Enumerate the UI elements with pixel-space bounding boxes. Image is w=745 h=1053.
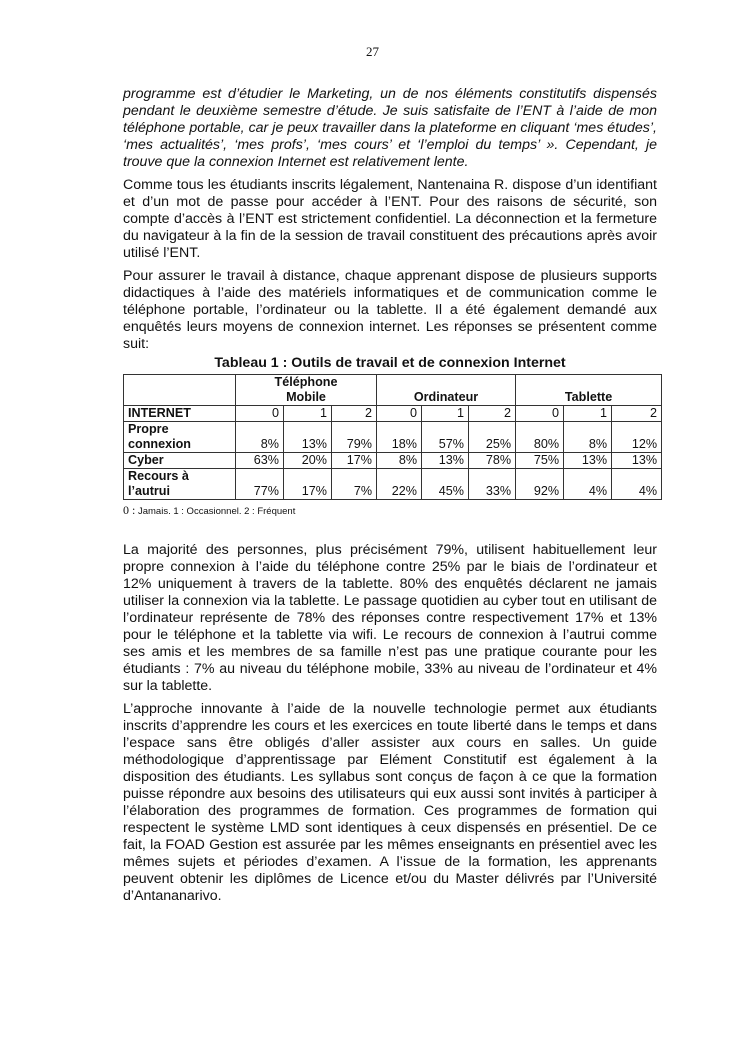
table-row (124, 469, 662, 500)
row-label: Recours à l’autrui (124, 469, 236, 500)
table-cell: 57% (422, 422, 469, 453)
tools-table (123, 374, 662, 500)
table-level-row (124, 406, 662, 422)
table-cell: 17% (284, 469, 332, 500)
table-cell: 13% (564, 453, 612, 469)
table-corner-cell (124, 375, 236, 406)
table-cell: 79% (332, 422, 377, 453)
table-legend (123, 502, 657, 520)
table-group-header-row (124, 375, 662, 406)
paragraph-analysis: La majorité des personnes, plus précisément 79%, utilisent habituellement leur propre connexion à l’aide du téléphone contre 25% par le biais de l’ordinateur et 12% uniquement à travers de la tablette. 80% des enquêtés déclarent ne jamais utiliser la connexion via la tablette. Le passage quotidien au cyber tout en utilisant de l’ordinateur représente de 78% des réponses contre respectivement 17% et 13% pour le téléphone et la tablette via wifi. Le recours de connexion à l’autrui comme ses amis et les membres de sa famille n’est pas une pratique courante pour les étudiants : 7% au niveau du téléphone mobile, 33% au niveau de l’ordinateur et 4% sur la tablette. (123, 542, 657, 694)
table-cell: 77% (236, 469, 284, 500)
document-body (123, 86, 657, 911)
table-cell: 17% (332, 453, 377, 469)
table-cell: 13% (612, 453, 662, 469)
table-cell: 78% (469, 453, 516, 469)
quote-paragraph: programme est d’étudier le Marketing, un de nos éléments constitutifs dispensés pendant le deuxième semestre d’étude. Je suis satisfaite de l’ENT à l’aide de mon téléphone portable, car je peux travailler dans la plateforme en cliquant ‘mes études’, ‘mes actualités’, ‘mes profs’, ‘mes cours’ et ‘l’emploi du temps’ ». Cependant, je trouve que la connexion Internet est relativement lente. (123, 86, 657, 170)
paragraph-approach: L’approche innovante à l’aide de la nouvelle technologie permet aux étudiants inscrits d’apprendre les cours et les exercices en toute liberté dans le temps et dans l’espace sans être obligés d’aller assister aux cours en salles. Un guide méthodologique d’apprentissage par Elément Constitutif est également à la disposition des étudiants. Les syllabus sont conçus de façon à ce que la formation puisse répondre aux besoins des utilisateurs qui eux aussi sont invités à participer à l’élaboration des programmes de formation. Ces programmes de formation qui respectent le système LMD sont identiques à ceux dispensés en présentiel. De ce fait, la FOAD Gestion est assurée par les mêmes enseignants en présentiel avec les mêmes sujets et périodes d’examen. A l’issue de la formation, les apprenants peuvent obtenir les diplômes de Licence et/ou du Master délivrés par l’Université d’Antananarivo. (123, 701, 657, 904)
paragraph-identifiant: Comme tous les étudiants inscrits légalement, Nantenaina R. dispose d’un identifiant et d’un mot de passe pour accéder à l’ENT. Pour des raisons de sécurité, son compte d’accès à l’ENT est strictement confidentiel. La déconnection et la fermeture du navigateur à la fin de la session de travail constituent des précautions après avoir utilisé l’ENT. (123, 177, 657, 261)
group-header-tablette: Tablette (516, 375, 662, 406)
table-cell: 20% (284, 453, 332, 469)
table-cell: 13% (284, 422, 332, 453)
level-cell: 0 (377, 406, 422, 422)
page-number: 27 (366, 44, 379, 59)
table-cell: 8% (564, 422, 612, 453)
table-caption: Tableau 1 : Outils de travail et de connexion Internet (214, 355, 566, 371)
table-cell: 25% (469, 422, 516, 453)
group-header-telephone: Téléphone Mobile (236, 375, 377, 406)
table-cell: 63% (236, 453, 284, 469)
level-cell: 1 (422, 406, 469, 422)
table-cell: 4% (564, 469, 612, 500)
group-header-ordinateur: Ordinateur (377, 375, 516, 406)
table-cell: 8% (236, 422, 284, 453)
table-cell: 7% (332, 469, 377, 500)
table-row (124, 422, 662, 453)
table-cell: 12% (612, 422, 662, 453)
table-cell: 13% (422, 453, 469, 469)
row-header-internet: INTERNET (124, 406, 236, 422)
level-cell: 2 (469, 406, 516, 422)
table-cell: 75% (516, 453, 564, 469)
table-row (124, 453, 662, 469)
legend-text: Jamais. 1 : Occasionnel. 2 : Fréquent (137, 506, 296, 517)
level-cell: 2 (612, 406, 662, 422)
table-cell: 92% (516, 469, 564, 500)
table-cell: 80% (516, 422, 564, 453)
row-label: Cyber (124, 453, 236, 469)
level-cell: 0 (236, 406, 284, 422)
level-cell: 1 (564, 406, 612, 422)
level-cell: 2 (332, 406, 377, 422)
paragraph-supports: Pour assurer le travail à distance, chaque apprenant dispose de plusieurs supports didactiques à l’aide des matériels informatiques et de communication comme le téléphone portable, l’ordinateur ou la tablette. Il a été également demandé aux enquêtés leurs moyens de connexion internet. Les réponses se présentent comme suit: (123, 268, 657, 352)
level-cell: 0 (516, 406, 564, 422)
legend-zero: 0 : (123, 503, 136, 517)
table-cell: 22% (377, 469, 422, 500)
level-cell: 1 (284, 406, 332, 422)
table-cell: 4% (612, 469, 662, 500)
table-cell: 33% (469, 469, 516, 500)
table-cell: 8% (377, 453, 422, 469)
row-label: Propre connexion (124, 422, 236, 453)
table-cell: 18% (377, 422, 422, 453)
table-cell: 45% (422, 469, 469, 500)
